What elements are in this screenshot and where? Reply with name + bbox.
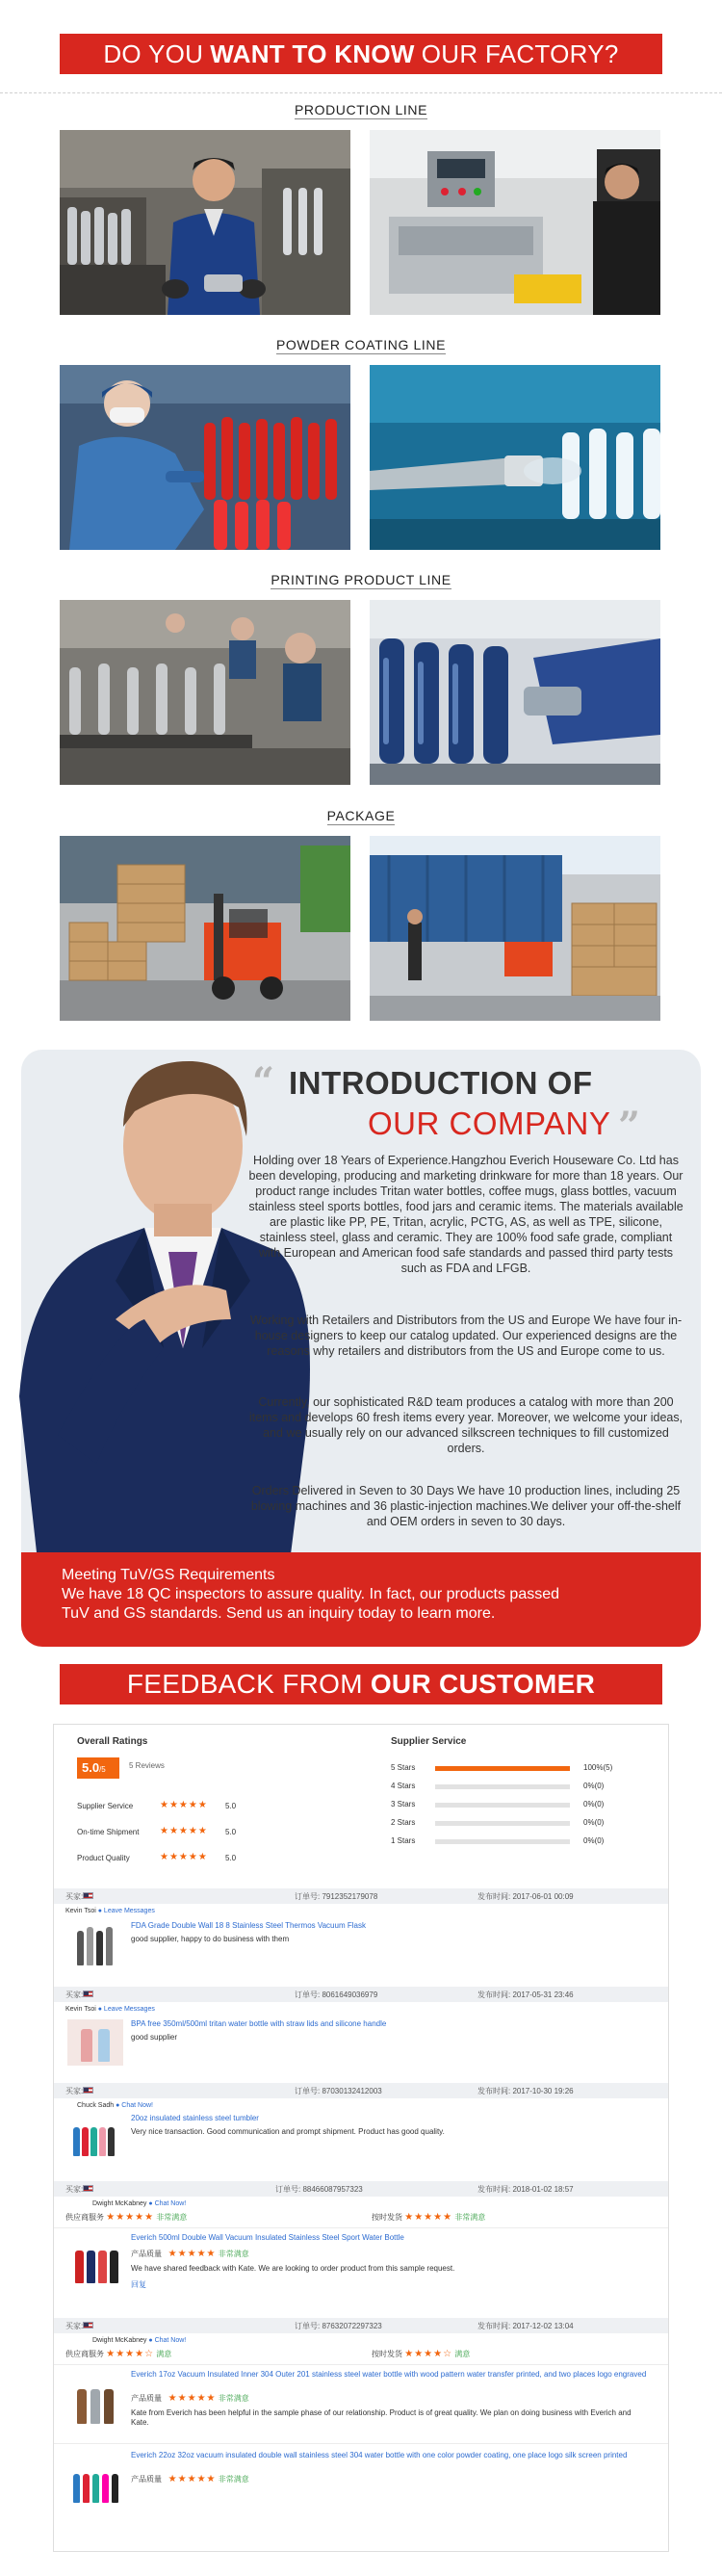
review-5-thumb[interactable]: [67, 2381, 123, 2428]
review-1-product[interactable]: FDA Grade Double Wall 18 8 Stainless Steel Thermos Vacuum Flask: [131, 1921, 366, 1930]
feedback-banner: [60, 1664, 662, 1704]
supplier-bar-pct: 0%(0): [583, 1818, 605, 1827]
review-5-comment: Kate from Everich has been helpful in the sample phase of our relationship. Product is of great quality. We plan on doing business with Everich and Kate.: [131, 2408, 632, 2427]
review-4-comment: We have shared feedback with Kate. We are looking to order product from this sample request.: [131, 2264, 455, 2273]
review-6-divider: [54, 2443, 668, 2444]
intro-paragraph-3: Currently, our sophisticated R&D team produces a catalog with more than 200 items and develops 60 fresh items every year. Moreover, we welcome your ideas, and we usually rely on our advanced silkscreen techniques to fill customized orders.: [248, 1395, 683, 1455]
supplier-bar-track: [435, 1803, 570, 1808]
rating-value-quality: 5.0: [225, 1854, 237, 1862]
review-4-shipment: 按时发货 ★★★★★ 非常满意: [372, 2212, 486, 2223]
supplier-bar-fill: [435, 1766, 570, 1771]
review-2-header: 买家: 订单号: 8061649036979 发布时间: 2017-05-31 23:46: [54, 1987, 668, 2002]
review-1-thumb[interactable]: [67, 1923, 123, 1969]
review-2-user: Kevin Tsoi ● Leave Messages: [65, 2006, 155, 2013]
intro-title-line1: INTRODUCTION OF: [289, 1065, 593, 1101]
leave-messages-link[interactable]: ● Leave Messages: [97, 1908, 155, 1914]
supplier-bar-track: [435, 1784, 570, 1789]
open-quote-icon: “: [252, 1059, 275, 1105]
supplier-bar-track: [435, 1821, 570, 1826]
review-5-divider: [54, 2364, 668, 2365]
review-6-thumb[interactable]: [67, 2460, 123, 2507]
review-4-service: 供应商服务 ★★★★★ 非常满意: [65, 2212, 188, 2223]
qc-heading: Meeting TuV/GS Requirements: [62, 1567, 275, 1583]
leave-messages-link[interactable]: ● Leave Messages: [97, 2006, 155, 2013]
review-4-divider: [54, 2227, 668, 2228]
overall-score-badge: 5.0/5: [77, 1757, 119, 1779]
rating-value-shipment: 5.0: [225, 1828, 237, 1836]
review-3-user: Chuck Sadh ● Chat Now!: [77, 2102, 153, 2109]
banner-divider: [0, 92, 722, 93]
factory-banner: [60, 34, 662, 74]
qc-line-2: We have 18 QC inspectors to assure quality. In fact, our products passed: [62, 1586, 560, 1602]
us-flag-icon: [83, 1892, 93, 1899]
review-1-user: Kevin Tsoi ● Leave Messages: [65, 1908, 155, 1914]
photo-printed-bottles: [370, 600, 660, 785]
review-4-reply-link[interactable]: 回复: [131, 2280, 146, 2289]
banner-post: OUR FACTORY?: [421, 39, 619, 68]
supplier-bar-pct: 0%(0): [583, 1800, 605, 1808]
supplier-bar-label: 1 Stars: [391, 1836, 416, 1845]
review-6-product[interactable]: Everich 22oz 32oz vacuum insulated double wall stainless steel 304 water bottle with one color powder coating, one place logo silk screen printed: [131, 2451, 628, 2459]
review-6-quality: 产品质量 ★★★★★ 非常满意: [131, 2474, 249, 2485]
intro-paragraph-4: Orders Delivered in Seven to 30 Days We have 10 production lines, including 25 blowing machines and 36 plastic-injection machines.We deliver your off-the-shelf and OEM orders in seven to 30 days.: [250, 1484, 682, 1528]
review-count: 5 Reviews: [129, 1761, 165, 1770]
intro-paragraph-2: Working with Retailers and Distributors from the US and Europe We have four in-house designers to keep our catalog updated. Our experienced designs are the reasons why retailers and distributors from the US and Europe come to us.: [249, 1314, 683, 1358]
supplier-bar-label: 2 Stars: [391, 1818, 416, 1827]
review-4-header: 买家: 订单号: 88466087957323 发布时间: 2018-01-02 18:57: [54, 2181, 668, 2197]
review-3-comment: Very nice transaction. Good communication and prompt shipment. Product has good quality.: [131, 2127, 445, 2136]
section-title-package: PACKAGE: [326, 808, 396, 823]
feedback-panel: [53, 1724, 669, 2552]
review-1-comment: good supplier, happy to do business with them: [131, 1935, 290, 1943]
review-5-product[interactable]: Everich 17oz Vacuum Insulated Inner 304 Outer 201 stainless steel water bottle with wood pattern water transfer printed, and two places logo engraved: [131, 2370, 647, 2379]
chat-now-link[interactable]: ● Chat Now!: [148, 2200, 187, 2207]
section-title-powder: POWDER COATING LINE: [275, 337, 447, 352]
supplier-bar-pct: 0%(0): [583, 1782, 605, 1790]
review-2-product[interactable]: BPA free 350ml/500ml tritan water bottle with straw lids and silicone handle: [131, 2019, 387, 2028]
review-5-quality: 产品质量 ★★★★★ 非常满意: [131, 2393, 249, 2404]
review-4-quality: 产品质量 ★★★★★ 非常满意: [131, 2249, 249, 2259]
review-5-service: 供应商服务 ★★★★☆ 满意: [65, 2349, 172, 2359]
rating-label-service: Supplier Service: [77, 1802, 134, 1810]
supplier-bar-label: 4 Stars: [391, 1782, 416, 1790]
supplier-bar-track: [435, 1839, 570, 1844]
us-flag-icon: [83, 1991, 93, 1997]
us-flag-icon: [83, 2185, 93, 2192]
supplier-bar-label: 5 Stars: [391, 1763, 416, 1772]
us-flag-icon: [83, 2322, 93, 2329]
feedback-banner-pre: FEEDBACK FROM: [126, 1669, 363, 1699]
rating-value-service: 5.0: [225, 1802, 237, 1810]
rating-stars-service: ★★★★★: [160, 1800, 208, 1810]
review-5-user: Dwight McKabney ● Chat Now!: [92, 2337, 187, 2344]
photo-production-worker: [60, 130, 350, 315]
review-3-thumb[interactable]: [67, 2114, 123, 2160]
supplier-bar-label: 3 Stars: [391, 1800, 416, 1808]
section-title-printing: PRINTING PRODUCT LINE: [271, 572, 451, 587]
review-5-shipment: 按时发货 ★★★★☆ 满意: [372, 2349, 471, 2359]
rating-label-shipment: On-time Shipment: [77, 1828, 140, 1836]
review-3-header: 买家: 订单号: 87030132412003 发布时间: 2017-10-30 19:26: [54, 2083, 668, 2098]
photo-package-forklift: [60, 836, 350, 1021]
supplier-bar-pct: 100%(5): [583, 1763, 613, 1772]
photo-powder-sprayer: [370, 365, 660, 550]
intro-qc-block: [21, 1552, 701, 1647]
overall-ratings-title: Overall Ratings: [77, 1736, 148, 1747]
intro-paragraph-1: Holding over 18 Years of Experience.Hangzhou Everich Houseware Co. Ltd has been developing, producing and marketing drinkware for more than 18 years. Our product range includes Tritan water bottles, coffee mugs, glass bottles, vacuum stainless steel sports bottles, food jars and ceramic items. The materials available are plastic like PP, PE, Tritan, acrylic, PCTG, AS, as well as TPE, silicone, stainless steel, glass and ceramic. They are 100% food safe grade, compliant with European and American food safe standards and passed third party tests such as FDA and LFGB.: [248, 1154, 683, 1275]
rating-stars-shipment: ★★★★★: [160, 1826, 208, 1836]
review-4-product[interactable]: Everich 500ml Double Wall Vacuum Insulated Stainless Steel Sport Water Bottle: [131, 2233, 404, 2242]
supplier-service-title: Supplier Service: [391, 1736, 467, 1747]
review-4-thumb[interactable]: [67, 2241, 123, 2287]
chat-now-link[interactable]: ● Chat Now!: [116, 2102, 153, 2109]
review-2-comment: good supplier: [131, 2033, 178, 2042]
review-5-header: 买家: 订单号: 87632072297323 发布时间: 2017-12-02 13:04: [54, 2318, 668, 2333]
section-title-production: PRODUCTION LINE: [294, 102, 428, 117]
qc-line-3: TuV and GS standards. Send us an inquiry today to learn more.: [62, 1605, 496, 1622]
review-3-product[interactable]: 20oz insulated stainless steel tumbler: [131, 2114, 259, 2122]
feedback-banner-bold: OUR CUSTOMER: [370, 1669, 596, 1699]
photo-printing-line: [60, 600, 350, 785]
intro-title-line2: OUR COMPANY: [368, 1106, 611, 1141]
review-1-header: 买家: 订单号: 7912352179078 发布时间: 2017-06-01 00:09: [54, 1888, 668, 1904]
close-quote-icon: ”: [618, 1104, 641, 1149]
photo-package-container: [370, 836, 660, 1021]
rating-stars-quality: ★★★★★: [160, 1852, 208, 1862]
us-flag-icon: [83, 2087, 93, 2094]
review-4-user: Dwight McKabney ● Chat Now!: [92, 2200, 187, 2207]
banner-pre: DO YOU: [103, 39, 204, 68]
photo-production-machine: [370, 130, 660, 315]
supplier-bar-pct: 0%(0): [583, 1836, 605, 1845]
rating-label-quality: Product Quality: [77, 1854, 130, 1862]
review-2-thumb[interactable]: [67, 2019, 123, 2066]
banner-bold: WANT TO KNOW: [210, 39, 415, 68]
photo-powder-worker: [60, 365, 350, 550]
supplier-bar-track: [435, 1766, 570, 1771]
chat-now-link[interactable]: ● Chat Now!: [148, 2337, 187, 2344]
